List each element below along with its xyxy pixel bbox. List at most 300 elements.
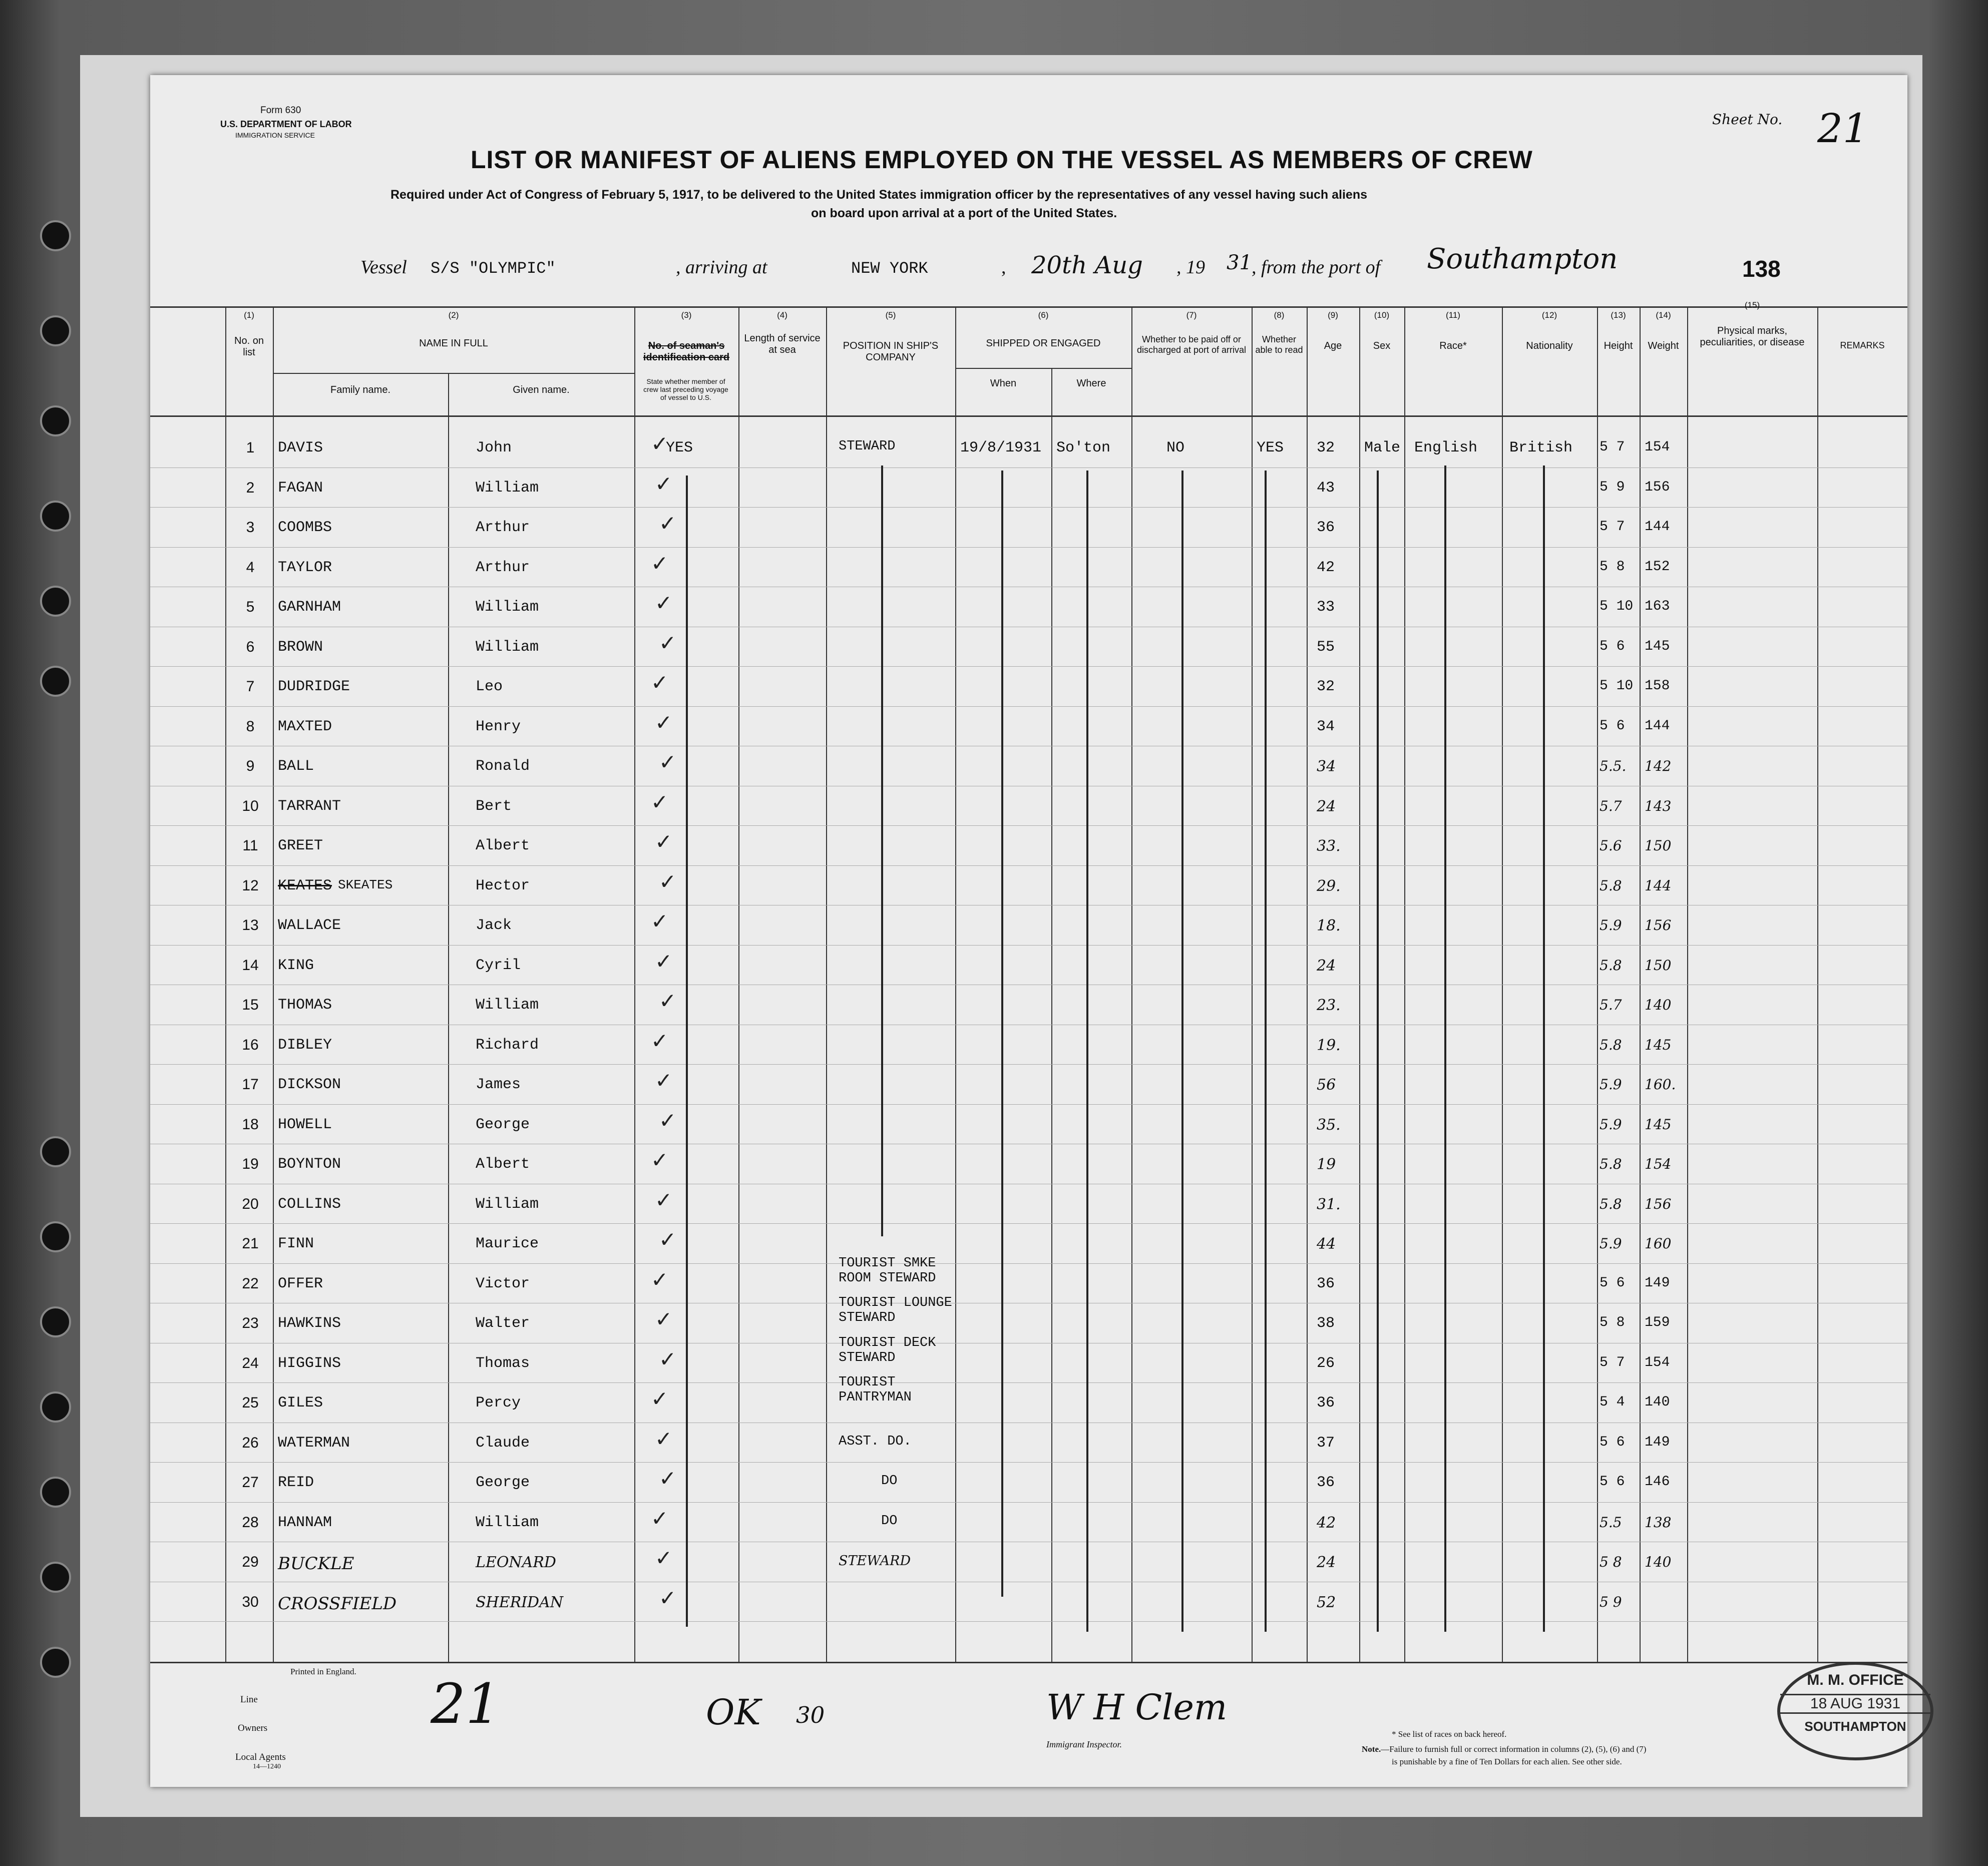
row-number: 29: [242, 1554, 259, 1570]
row-number: 27: [242, 1474, 259, 1491]
position: ASST. DO.: [839, 1434, 912, 1449]
position: DO: [881, 1514, 898, 1529]
height: 5.7: [1600, 798, 1622, 814]
from-port: Southampton: [1427, 243, 1618, 275]
row-number: 16: [242, 1037, 259, 1053]
height: 5 10: [1600, 599, 1634, 614]
department-name: U.S. DEPARTMENT OF LABOR: [220, 119, 352, 129]
row-number: 26: [242, 1435, 259, 1451]
family-name: DUDRIDGE: [278, 678, 350, 695]
height: 5.9: [1600, 1116, 1622, 1133]
given-name: Percy: [476, 1394, 521, 1412]
ditto-line: [1086, 471, 1088, 1632]
given-name: Richard: [476, 1037, 539, 1054]
header-nationality: Nationality: [1526, 340, 1573, 351]
header-sex: Sex: [1373, 340, 1391, 351]
check-mark-icon: ✓: [659, 1108, 677, 1133]
header-id-note: State whether member of crew last preceding voyage of vessel to U.S.: [643, 377, 728, 402]
inspector-signature: W H Clem: [1046, 1687, 1228, 1728]
given-name: LEONARD: [476, 1554, 556, 1571]
given-name: Victor: [476, 1275, 530, 1292]
height: 5 4: [1600, 1394, 1625, 1410]
weight: 156: [1645, 917, 1672, 934]
weight: 144: [1645, 877, 1672, 894]
age: 19.: [1317, 1037, 1341, 1054]
name-subheader-line: [273, 373, 634, 374]
check-mark-icon: ✓: [659, 511, 677, 536]
weight: 163: [1645, 599, 1670, 614]
age: 37: [1317, 1435, 1335, 1452]
check-mark-icon: ✓: [659, 750, 677, 774]
check-mark-icon: ✓: [655, 472, 673, 496]
printed-in: Printed in England.: [290, 1667, 356, 1676]
ditto-line: [1377, 471, 1379, 1632]
weight: 152: [1645, 559, 1670, 575]
row-number: 22: [242, 1275, 259, 1292]
family-name: DAVIS: [278, 439, 323, 456]
check-mark-icon: ✓: [651, 670, 669, 695]
height: 5.9: [1600, 917, 1622, 934]
arriving-label: , arriving at: [676, 257, 767, 278]
age: 36: [1317, 519, 1335, 536]
check-mark-icon: ✓: [655, 591, 673, 615]
ditto-line: [1543, 465, 1545, 1632]
row-number: 24: [242, 1355, 259, 1371]
height: 5.8: [1600, 957, 1622, 974]
binder-hole: [40, 220, 71, 251]
shipped-when: 19/8/1931: [960, 439, 1042, 456]
row-divider: [150, 666, 1907, 667]
row-number: 3: [246, 519, 255, 536]
row-number: 28: [242, 1514, 259, 1531]
row-divider: [150, 1223, 1907, 1224]
given-name: Arthur: [476, 559, 530, 576]
age: 43: [1317, 480, 1335, 497]
agents-label: Local Agents: [235, 1752, 286, 1762]
binder-hole: [40, 1562, 71, 1593]
check-mark-icon: ✓: [659, 989, 677, 1013]
row-number: 2: [246, 480, 255, 496]
binder-hole: [40, 586, 71, 617]
weight: 160.: [1645, 1076, 1676, 1093]
arriving-port: NEW YORK: [851, 259, 928, 278]
col-num: (15): [1744, 300, 1760, 310]
weight: 150: [1645, 957, 1672, 974]
check-mark-icon: ✓: [655, 949, 673, 974]
check-mark-icon: ✓: [651, 1029, 669, 1053]
weight: 140: [1645, 997, 1672, 1013]
check-mark-icon: ✓: [655, 1546, 673, 1570]
given-name: Albert: [476, 837, 530, 854]
check-mark-icon: ✓: [659, 1586, 677, 1610]
able-to-read: YES: [1257, 439, 1284, 456]
check-mark-icon: ✓: [651, 790, 669, 814]
age: 19: [1317, 1156, 1336, 1173]
from-label: , from the port of: [1252, 257, 1381, 278]
age: 35.: [1317, 1116, 1341, 1134]
stamp-date: 18 AUG 1931: [1780, 1694, 1930, 1714]
manifest-sheet: [150, 75, 1907, 1787]
sheet-label: Sheet No.: [1712, 111, 1783, 128]
row-divider: [150, 1104, 1907, 1105]
age: 34: [1317, 758, 1336, 775]
stamp-line1: M. M. OFFICE: [1807, 1672, 1904, 1688]
check-mark-icon: ✓: [655, 710, 673, 735]
col-num: (2): [448, 310, 459, 320]
family-name: HIGGINS: [278, 1355, 341, 1372]
given-name: Albert: [476, 1156, 530, 1173]
col-num: (14): [1656, 310, 1671, 320]
row-divider: [150, 1263, 1907, 1264]
given-name: William: [476, 997, 539, 1014]
check-mark-icon: ✓: [655, 1307, 673, 1331]
check-mark-icon: ✓: [655, 1068, 673, 1093]
previous-voyage: YES: [666, 439, 693, 456]
age: 52: [1317, 1594, 1336, 1611]
arrival-date: 20th Aug: [1031, 251, 1143, 279]
height: 5.8: [1600, 1037, 1622, 1053]
height: 5.5: [1600, 1514, 1622, 1531]
height: 5 8: [1600, 1315, 1625, 1330]
family-name: MAXTED: [278, 718, 332, 735]
check-mark-icon: ✓: [655, 1427, 673, 1451]
binder-hole: [40, 405, 71, 436]
header-physical: Physical marks, peculiarities, or disease: [1700, 325, 1805, 348]
row-number: 21: [242, 1235, 259, 1252]
height: 5 8: [1600, 1554, 1622, 1570]
given-name: William: [476, 599, 539, 616]
row-number: 11: [242, 837, 258, 854]
age: 29.: [1317, 877, 1341, 895]
binder-hole: [40, 666, 71, 697]
header-given-name: Given name.: [513, 384, 570, 395]
col-num: (11): [1446, 310, 1460, 320]
height: 5 7: [1600, 1355, 1625, 1370]
given-name: George: [476, 1474, 530, 1491]
check-mark-icon: ✓: [651, 551, 669, 576]
height: 5 7: [1600, 439, 1625, 455]
col-num: (12): [1541, 310, 1557, 320]
check-mark-icon: ✓: [651, 431, 669, 456]
weight: 156: [1645, 1196, 1672, 1212]
row-divider: [150, 1502, 1907, 1503]
weight: 150: [1645, 837, 1672, 854]
row-divider: [150, 1064, 1907, 1065]
age: 24: [1317, 1554, 1336, 1571]
vessel-line: [360, 256, 407, 278]
check-mark-icon: ✓: [651, 1148, 669, 1172]
given-name: William: [476, 1514, 539, 1531]
family-name: DICKSON: [278, 1076, 341, 1093]
race: English: [1414, 439, 1478, 456]
binder-hole: [40, 1391, 71, 1423]
row-number: 14: [242, 957, 259, 974]
table-bottom-border: [150, 1662, 1907, 1663]
header-remarks: REMARKS: [1840, 340, 1885, 350]
check-mark-icon: ✓: [655, 829, 673, 854]
col-num: (10): [1374, 310, 1390, 320]
table-top-border: [150, 306, 1907, 308]
shipped-where: So'ton: [1056, 439, 1111, 456]
row-number: 25: [242, 1394, 259, 1411]
row-divider: [150, 1382, 1907, 1383]
given-name: Leo: [476, 678, 503, 695]
row-divider: [150, 865, 1907, 866]
weight: 145: [1645, 1037, 1672, 1053]
header-id-card: No. of seaman's identification card: [643, 340, 730, 363]
row-number: 4: [246, 559, 255, 576]
note: [1362, 1744, 1646, 1754]
inspector-label: Immigrant Inspector.: [1046, 1739, 1122, 1749]
given-name: SHERIDAN: [476, 1594, 564, 1611]
sheet-number: 21: [1817, 105, 1868, 152]
header-no-on-list: No. on list: [234, 335, 264, 358]
year-prefix: , 19: [1176, 257, 1205, 278]
row-divider: [150, 507, 1907, 508]
row-number: 12: [242, 877, 259, 894]
given-name: Maurice: [476, 1235, 539, 1252]
col-num: (9): [1328, 310, 1338, 320]
age: 36: [1317, 1474, 1335, 1491]
height: 5 10: [1600, 678, 1634, 694]
row-number: 6: [246, 639, 255, 655]
row-number: 30: [242, 1594, 259, 1610]
weight: 156: [1645, 480, 1670, 495]
given-name: Henry: [476, 718, 521, 735]
binder-hole: [40, 1306, 71, 1337]
note-text-1: —Failure to furnish full or correct information in columns (2), (5), (6) and (7): [1381, 1744, 1647, 1754]
family-name-struck: KEATES: [278, 877, 332, 894]
binder-hole: [40, 501, 71, 532]
row-number: 13: [242, 917, 259, 934]
check-mark-icon: ✓: [659, 1466, 677, 1491]
family-name: COOMBS: [278, 519, 332, 536]
check-mark-icon: ✓: [655, 1188, 673, 1212]
header-name-in-full: NAME IN FULL: [419, 338, 488, 349]
col-num: (4): [777, 310, 787, 320]
family-name: HAWKINS: [278, 1315, 341, 1332]
given-name: Hector: [476, 877, 530, 894]
ok-mark: OK: [706, 1692, 761, 1733]
row-number: 15: [242, 997, 259, 1013]
family-name: GARNHAM: [278, 599, 341, 616]
sex: Male: [1364, 439, 1401, 456]
sheet-mark: 21: [431, 1672, 501, 1736]
weight: 142: [1645, 758, 1672, 774]
height: 5.9: [1600, 1235, 1622, 1252]
age: 24: [1317, 957, 1336, 975]
header-age: Age: [1324, 340, 1342, 351]
col-num: (7): [1186, 310, 1197, 320]
header-height: Height: [1604, 340, 1633, 351]
age: 34: [1317, 718, 1335, 735]
row-number: 7: [246, 678, 255, 695]
given-name: Claude: [476, 1435, 530, 1452]
owners-label: Owners: [238, 1723, 268, 1733]
given-name: Cyril: [476, 957, 521, 974]
page-number: 138: [1742, 256, 1781, 282]
age: 24: [1317, 798, 1336, 815]
ditto-line: [881, 465, 883, 1236]
row-number: 10: [242, 798, 259, 814]
header-when: When: [990, 378, 1017, 389]
age: 33.: [1317, 837, 1341, 855]
family-name: BUCKLE: [278, 1554, 354, 1574]
count-mark: 30: [796, 1702, 825, 1728]
height: 5 9: [1600, 480, 1625, 495]
row-divider: [150, 1621, 1907, 1622]
height: 5.9: [1600, 1076, 1622, 1093]
page-subtitle-2: on board upon arrival at a port of the United States.: [811, 206, 1117, 220]
family-name: CROSSFIELD: [278, 1594, 397, 1614]
weight: 154: [1645, 439, 1670, 455]
header-weight: Weight: [1648, 340, 1679, 351]
age: 32: [1317, 678, 1335, 695]
family-name: TARRANT: [278, 798, 341, 815]
family-name: THOMAS: [278, 997, 332, 1014]
position: STEWARD: [839, 1553, 911, 1569]
row-divider: [150, 1462, 1907, 1463]
header-read: Whether able to read: [1255, 334, 1303, 355]
height: 5.8: [1600, 1156, 1622, 1172]
comma-sep: ,: [1001, 257, 1006, 278]
row-divider: [150, 945, 1907, 946]
page-title: LIST OR MANIFEST OF ALIENS EMPLOYED ON THE VESSEL AS MEMBERS OF CREW: [471, 146, 1533, 174]
given-name: James: [476, 1076, 521, 1093]
family-name: BROWN: [278, 639, 323, 656]
ditto-line: [1265, 471, 1267, 1632]
height: 5 6: [1600, 718, 1625, 734]
given-name: Ronald: [476, 758, 530, 775]
check-mark-icon: ✓: [659, 631, 677, 655]
header-shipped: SHIPPED OR ENGAGED: [986, 338, 1101, 349]
row-number: 20: [242, 1196, 259, 1212]
family-name: REID: [278, 1474, 314, 1491]
col-num: (3): [681, 310, 692, 320]
height: 5.7: [1600, 997, 1622, 1013]
family-name: GILES: [278, 1394, 323, 1412]
weight: 154: [1645, 1156, 1672, 1172]
weight: 159: [1645, 1315, 1670, 1330]
row-number: 19: [242, 1156, 259, 1172]
weight: 144: [1645, 519, 1670, 535]
family-name: GREET: [278, 837, 323, 854]
age: 56: [1317, 1076, 1336, 1094]
row-divider: [150, 547, 1907, 548]
height: 5 6: [1600, 1275, 1625, 1291]
family-name: HOWELL: [278, 1116, 332, 1133]
age: 26: [1317, 1355, 1335, 1372]
weight: 145: [1645, 1116, 1672, 1133]
weight: 145: [1645, 639, 1670, 654]
form-number: Form 630: [260, 105, 301, 116]
row-divider: [150, 706, 1907, 707]
page-subtitle: Required under Act of Congress of February 5, 1917, to be delivered to the United States immigration officer by the representatives of any vessel having such aliens: [390, 188, 1367, 202]
weight: 158: [1645, 678, 1670, 694]
given-name: Arthur: [476, 519, 530, 536]
binder-hole: [40, 315, 71, 346]
weight: 149: [1645, 1435, 1670, 1450]
family-name: HANNAM: [278, 1514, 332, 1531]
weight: 138: [1645, 1514, 1672, 1531]
agents-code: 14—1240: [253, 1763, 281, 1770]
col-divider: [448, 373, 449, 1663]
vessel-label: Vessel: [360, 257, 407, 278]
header-position: POSITION IN SHIP'S COMPANY: [843, 340, 939, 363]
family-name: FAGAN: [278, 480, 323, 497]
paid-off: NO: [1166, 439, 1185, 456]
row-number: 8: [246, 718, 255, 735]
height: 5 6: [1600, 1474, 1625, 1490]
given-name: Bert: [476, 798, 512, 815]
binder-hole: [40, 1221, 71, 1252]
header-race: Race*: [1439, 340, 1467, 351]
family-name: OFFER: [278, 1275, 323, 1292]
row-number: 9: [246, 758, 255, 774]
header-length-service: Length of service at sea: [744, 333, 821, 355]
family-name: COLLINS: [278, 1196, 341, 1213]
family-name: WATERMAN: [278, 1435, 350, 1452]
weight: 140: [1645, 1394, 1670, 1410]
row-number: 17: [242, 1076, 259, 1093]
height: 5 8: [1600, 559, 1625, 575]
year-suffix: 31: [1227, 251, 1252, 274]
age: 32: [1317, 439, 1335, 456]
binder-hole: [40, 1477, 71, 1508]
age: 18.: [1317, 917, 1341, 935]
row-number: 5: [246, 599, 255, 615]
position: STEWARD: [839, 439, 896, 454]
given-name: John: [476, 439, 512, 456]
given-name: George: [476, 1116, 530, 1133]
check-mark-icon: ✓: [651, 1386, 669, 1411]
family-name: BALL: [278, 758, 314, 775]
age: 33: [1317, 599, 1335, 616]
age: 23.: [1317, 997, 1341, 1014]
binder-hole: [40, 1136, 71, 1167]
header-where: Where: [1076, 378, 1106, 389]
weight: 154: [1645, 1355, 1670, 1370]
family-name-corrected: SKEATES: [338, 877, 393, 892]
position: TOURIST SMKE ROOM STEWARD: [839, 1256, 936, 1286]
given-name: Walter: [476, 1315, 530, 1332]
height: 5 7: [1600, 519, 1625, 535]
position: TOURIST PANTRYMAN: [839, 1375, 912, 1405]
age: 55: [1317, 639, 1335, 656]
service-name: IMMIGRATION SERVICE: [235, 131, 315, 139]
header-paid-off: Whether to be paid off or discharged at port of arrival: [1136, 334, 1247, 355]
col-num: (13): [1611, 310, 1626, 320]
vessel-name: S/S "OLYMPIC": [431, 259, 556, 278]
col-num: (8): [1274, 310, 1285, 320]
age: 38: [1317, 1315, 1335, 1332]
row-number: 23: [242, 1315, 259, 1331]
height: 5.8: [1600, 877, 1622, 894]
position: TOURIST LOUNGE STEWARD: [839, 1295, 952, 1325]
family-name: DIBLEY: [278, 1037, 332, 1054]
check-mark-icon: ✓: [659, 1227, 677, 1252]
col-num: (6): [1038, 310, 1049, 320]
check-mark-icon: ✓: [651, 1267, 669, 1292]
col-num: (1): [244, 310, 254, 320]
check-mark-icon: ✓: [651, 1506, 669, 1531]
age: 36: [1317, 1394, 1335, 1412]
row-number: 1: [246, 439, 255, 456]
age: 42: [1317, 559, 1335, 576]
nationality: British: [1509, 439, 1573, 456]
height: 5.6: [1600, 837, 1622, 854]
weight: 146: [1645, 1474, 1670, 1490]
